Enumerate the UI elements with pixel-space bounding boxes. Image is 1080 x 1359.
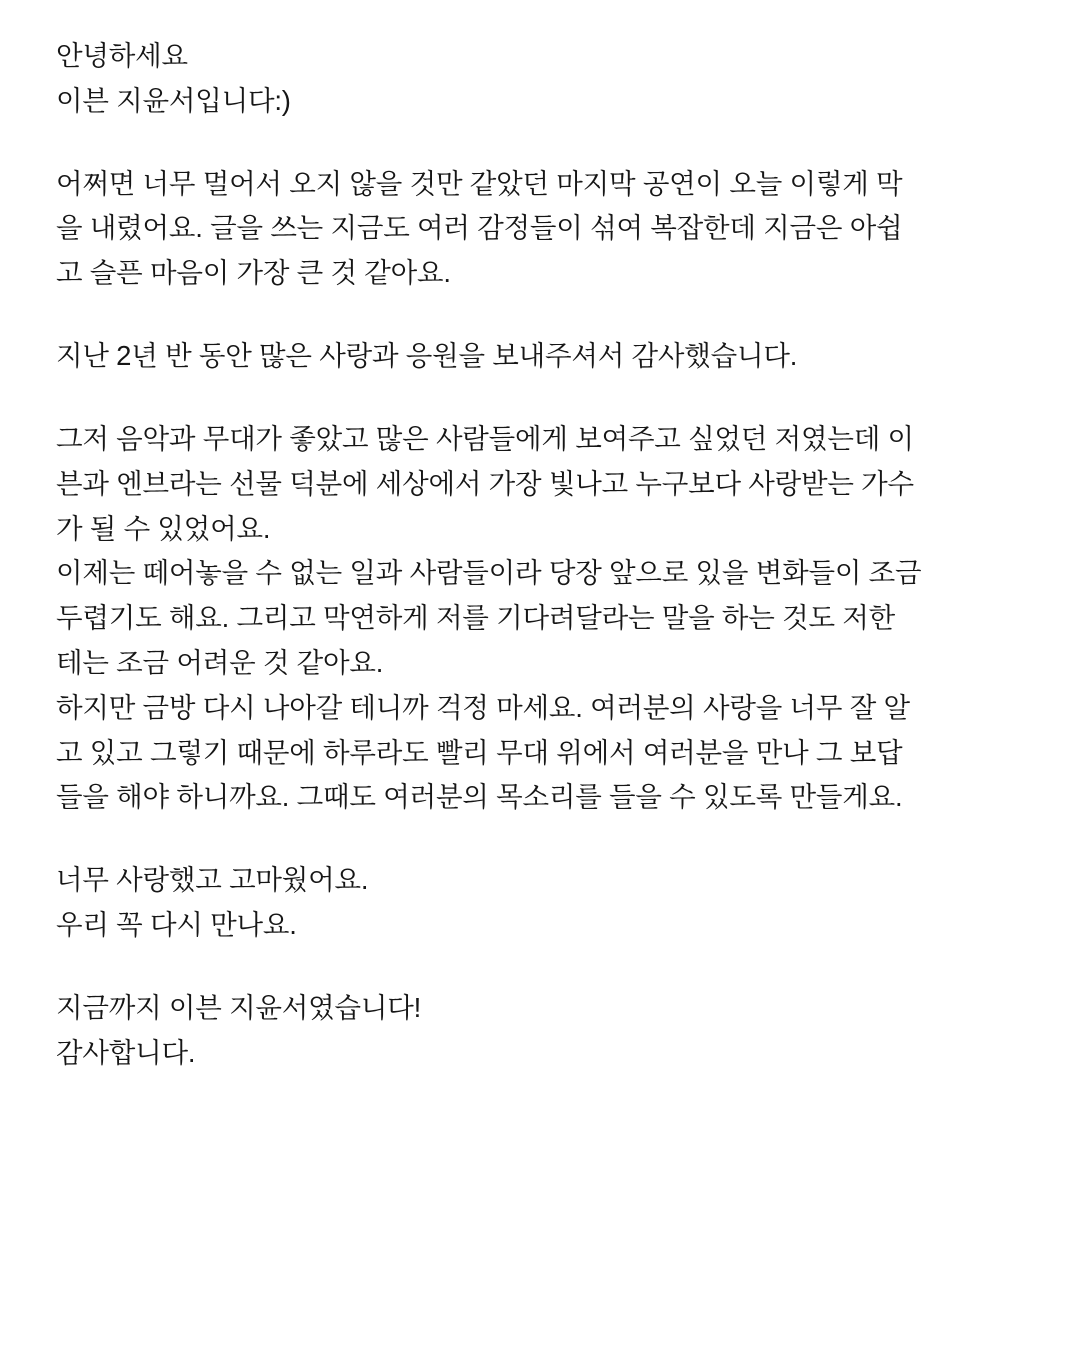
paragraph-spacer <box>56 948 1024 986</box>
letter-line: 지난 2년 반 동안 많은 사랑과 응원을 보내주셔서 감사했습니다. <box>56 340 798 372</box>
letter-line: 우리 꼭 다시 만나요. <box>56 909 297 940</box>
letter-line: 을 내렸어요. 글을 쓰는 지금도 여러 감정들이 섞여 복잡한데 지금은 아쉽 <box>56 212 903 244</box>
letter-line: 너무 사랑했고 고마웠어요. <box>56 864 369 896</box>
letter-line: 안녕하세요 <box>56 40 188 71</box>
paragraph-spacer <box>56 124 1024 162</box>
paragraph-spacer <box>56 820 1024 858</box>
letter-paragraph <box>56 162 1024 296</box>
letter-paragraph <box>56 858 1024 948</box>
letter-line: 이제는 떼어놓을 수 없는 일과 사람들이라 당장 앞으로 있을 변화들이 조금 <box>56 557 922 589</box>
letter-line: 가 될 수 있었어요. <box>56 512 271 544</box>
letter-line: 지금까지 이븐 지윤서였습니다! <box>56 991 422 1023</box>
letter-line: 두렵기도 해요. 그리고 막연하게 저를 기다려달라는 말을 하는 것도 저한 <box>56 602 895 634</box>
letter-paragraph <box>56 986 1024 1076</box>
letter-paragraph <box>56 417 1024 820</box>
letter-body <box>56 34 1024 1075</box>
letter-line: 그저 음악과 무대가 좋았고 많은 사람들에게 보여주고 싶었던 저였는데 이 <box>56 422 914 454</box>
letter-line: 븐과 엔브라는 선물 덕분에 세상에서 가장 빛나고 누구보다 사랑받는 가수 <box>56 467 914 499</box>
letter-line: 고 슬픈 마음이 가장 큰 것 같아요. <box>56 257 451 289</box>
letter-paragraph <box>56 334 1024 379</box>
paragraph-spacer <box>56 379 1024 417</box>
letter-line: 이븐 지윤서입니다:) <box>56 84 291 116</box>
letter-line: 어쩌면 너무 멀어서 오지 않을 것만 같았던 마지막 공연이 오늘 이렇게 막 <box>56 167 903 199</box>
letter-line: 감사합니다. <box>56 1036 196 1068</box>
letter-line: 고 있고 그렇기 때문에 하루라도 빨리 무대 위에서 여러분을 만나 그 보답 <box>56 736 903 768</box>
letter-line: 테는 조금 어려운 것 같아요. <box>56 646 384 678</box>
letter-line: 하지만 금방 다시 나아갈 테니까 걱정 마세요. 여러분의 사랑을 너무 잘 알 <box>56 691 910 723</box>
letter-paragraph <box>56 34 1024 124</box>
letter-line: 들을 해야 하니까요. 그때도 여러분의 목소리를 들을 수 있도록 만들게요. <box>56 781 903 813</box>
paragraph-spacer <box>56 296 1024 334</box>
